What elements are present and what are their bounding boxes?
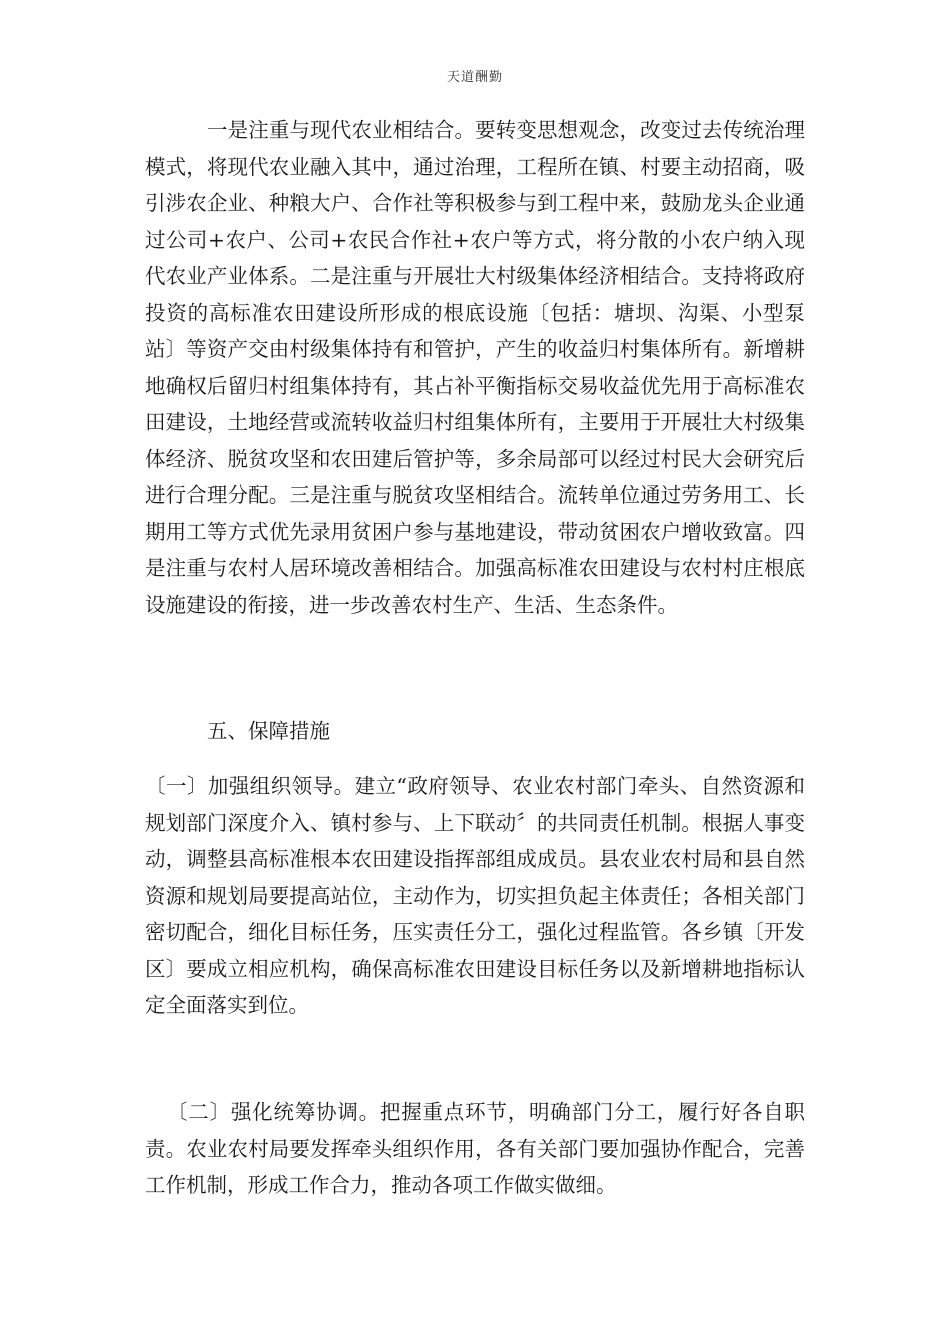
paragraph-coordination: 〔二〕强化统筹协调。把握重点环节，明确部门分工，履行好各自职责。农业农村局要发挥牵头组织作用，各有关部门要加强协作配合，完善工作机制，形成工作合力，推动各项工作做实做细。: [145, 1100, 805, 1197]
paragraph-organization-leadership: 〔一〕加强组织领导。建立“政府领导、农业农村部门牵头、自然资源和规划部门深度介入、镇村参与、上下联动〞的共同责任机制。根据人事变动，调整县高标准根本农田建设指挥部组成成员。县农业农村局和县自然资源和规划局要提高站位，主动作为，切实担负起主体责任；各相关部门密切配合，细化目标任务，压实责任分工，强化过程监管。各乡镇〔开发区〕要成立相应机构，确保高标准农田建设目标任务以及新增耕地指标认定全面落实到位。: [145, 774, 805, 1017]
paragraph-integration-measures: 一是注重与现代农业相结合。要转变思想观念，改变过去传统治理模式，将现代农业融入其中，通过治理，工程所在镇、村要主动招商，吸引涉农企业、种粮大户、合作社等积极参与到工程中来，鼓励龙头企业通过公司+农户、公司+农民合作社+农户等方式，将分散的小农户纳入现代农业产业体系。二是注重与开展壮大村级集体经济相结合。支持将政府投资的高标准农田建设所形成的根底设施〔包括：塘坝、沟渠、小型泵站〕等资产交由村级集体持有和管护，产生的收益归村集体所有。新增耕地确权后留归村组集体持有，其占补平衡指标交易收益优先用于高标准农田建设，土地经营或流转收益归村组集体所有，主要用于开展壮大村级集体经济、脱贫攻坚和农田建后管护等，多余局部可以经过村民大会研究后进行合理分配。三是注重与脱贫攻坚相结合。流转单位通过劳务用工、长期用工等方式优先录用贫困户参与基地建设，带动贫困农户增收致富。四是注重与农村人居环境改善相结合。加强高标准农田建设与农村村庄根底设施建设的衔接，进一步改善农村生产、生活、生态条件。: [145, 118, 805, 617]
page-header: 天道酬勤: [446, 70, 503, 85]
section-heading-safeguards: 五、保障措施: [207, 719, 330, 743]
